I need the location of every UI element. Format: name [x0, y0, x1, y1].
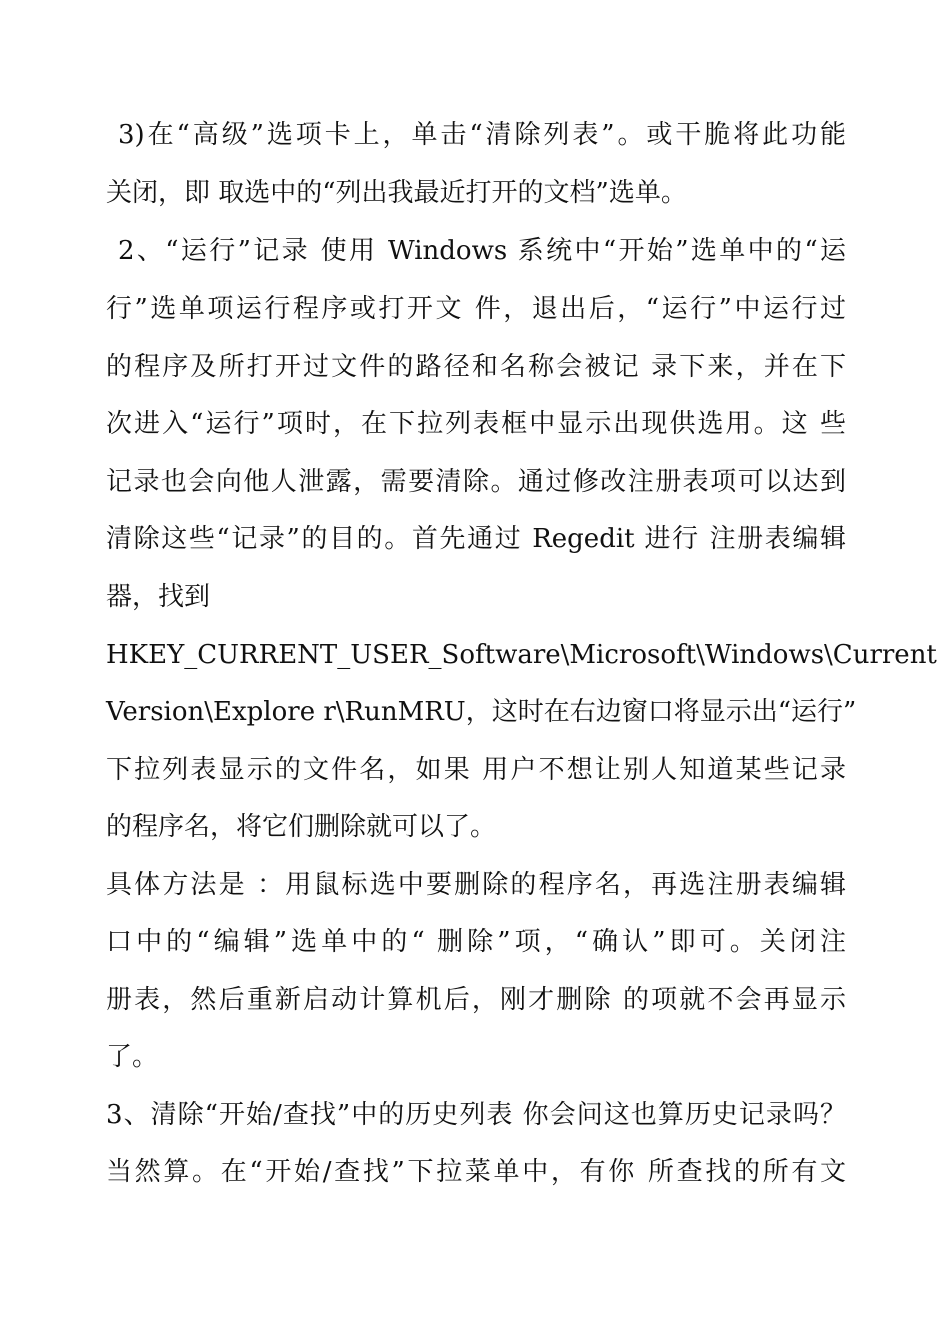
- text-line: 册表，然后重新启动计算机后，刚才删除 的项就不会再显示: [106, 985, 846, 1015]
- text-line: 清除这些“记录”的目的。首先通过 Regedit 进行 注册表编辑: [106, 524, 846, 554]
- text-line: Version\Explore r\RunMRU，这时在右边窗口将显示出“运行”: [106, 697, 857, 727]
- text-line: 器，找到: [106, 582, 211, 612]
- text-line: 关闭，即 取选中的“列出我最近打开的文档”选单。: [106, 178, 687, 208]
- text-line: 当然算。在“开始/查找”下拉菜单中，有你 所查找的所有文: [106, 1157, 846, 1187]
- text-line: 的程序名，将它们删除就可以了。: [106, 812, 497, 842]
- text-line: 了。: [106, 1042, 159, 1072]
- text-line: 3)在“高级”选项卡上，单击“清除列表”。或干脆将此功能: [118, 120, 846, 150]
- text-line: 次进入“运行”项时，在下拉列表框中显示出现供选用。这 些: [106, 409, 846, 439]
- text-line: HKEY_CURRENT_USER_Software\Microsoft\Windows\Current: [106, 640, 937, 670]
- text-line: 具体方法是 ：用鼠标选中要删除的程序名，再选注册表编辑: [106, 870, 846, 900]
- text-line: 的程序及所打开过文件的路径和名称会被记 录下来，并在下: [106, 352, 846, 382]
- text-line: 口中的“编辑”选单中的“ 删除”项，“确认”即可。关闭注: [106, 927, 846, 957]
- text-line: 记录也会向他人泄露，需要清除。通过修改注册表项可以达到: [106, 467, 846, 497]
- text-line: 下拉列表显示的文件名，如果 用户不想让别人知道某些记录: [106, 755, 846, 785]
- text-line: 3、清除“开始/查找”中的历史列表 你会问这也算历史记录吗？: [106, 1100, 846, 1130]
- text-line: 行”选单项运行程序或打开文 件，退出后，“运行”中运行过: [106, 294, 846, 324]
- text-line: 2、“运行”记录 使用 Windows 系统中“开始”选单中的“运: [118, 236, 846, 266]
